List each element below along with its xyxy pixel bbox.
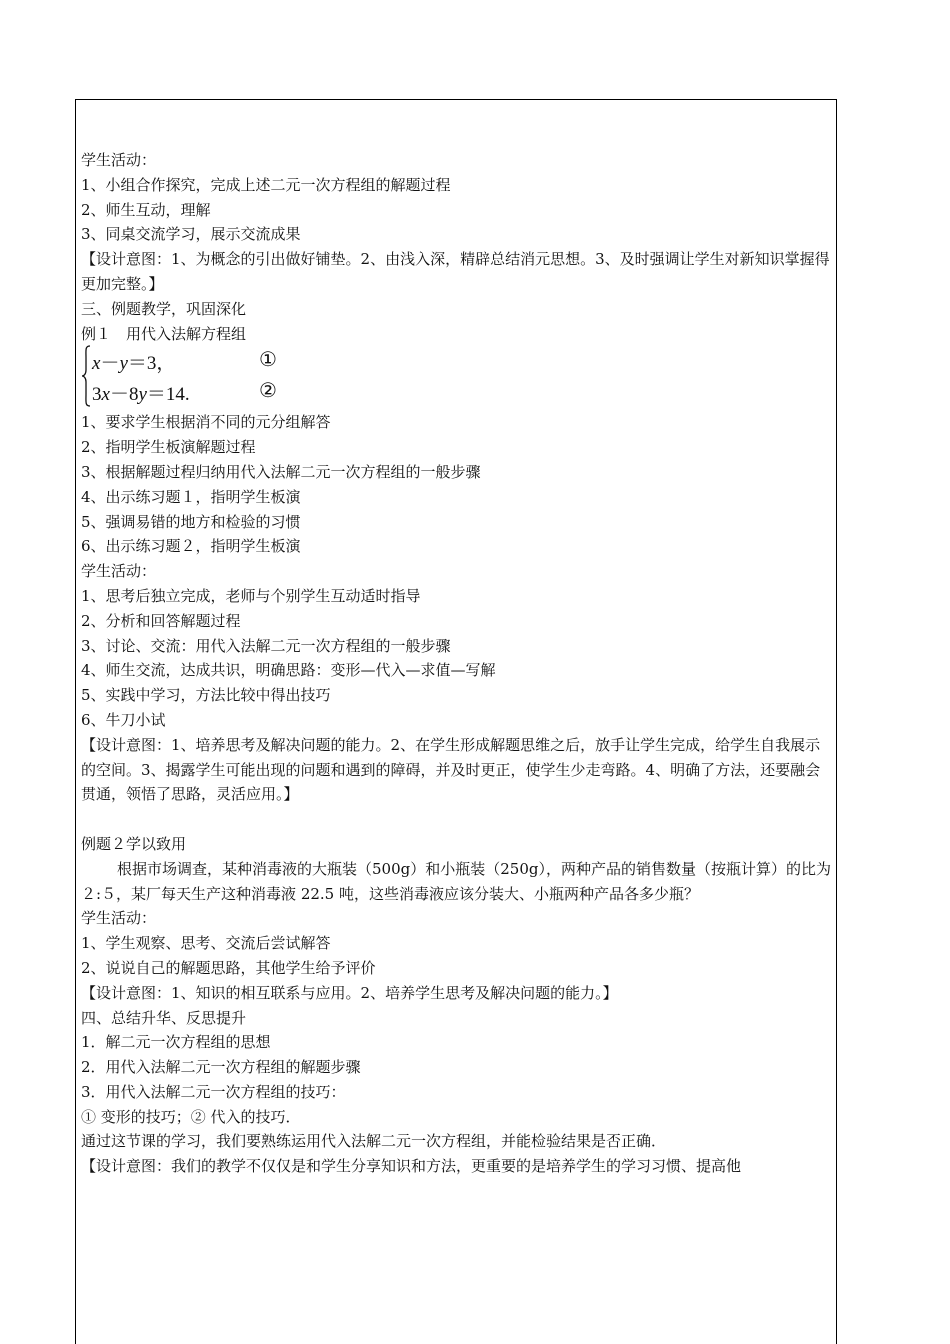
list-item: 6、出示练习题２，指明学生板演 [81,537,301,556]
equation-2: 3x－8y＝14. [92,384,190,406]
equation-system [81,344,831,408]
lesson-table-cell [75,99,837,1344]
list-item: 2、分析和回答解题过程 [81,611,241,630]
equation-marker: ① [259,347,277,372]
list-item: 4、出示练习题１，指明学生板演 [81,487,301,506]
design-intent: 【设计意图：我们的教学不仅仅是和学生分享知识和方法，更重要的是培养学生的学习习惯、提高他 [81,1157,742,1176]
list-item: 1、小组合作探究，完成上述二元一次方程组的解题过程 [81,175,451,194]
list-item: 1、学生观察、思考、交流后尝试解答 [81,934,331,953]
student-activity-heading: 学生活动： [81,151,157,169]
student-activity-heading: 学生活动： [81,562,157,581]
list-item: 6、牛刀小试 [81,710,166,729]
left-brace-icon [81,344,91,408]
design-intent: 【设计意图：1、为概念的引出做好铺垫。2、由浅入深，精辟总结消元思想。3、及时强调让学生对新知识掌握得更加完整。】 [81,250,830,293]
list-item: 3、讨论、交流：用代入法解二元一次方程组的一般步骤 [81,636,451,655]
section-heading: 三、例题教学，巩固深化 [81,299,247,318]
list-item: 2、说说自己的解题思路，其他学生给予评价 [81,958,376,977]
problem-text: 根据市场调查，某种消毒液的大瓶装（500g）和小瓶装（250g），两种产品的销售数量（按瓶计算）的比为２:５，某厂每天生产这种消毒液 22.5 吨，这些消毒液应该分装大、小瓶两种产品各多少瓶？ [81,859,831,903]
example-title: 例题２学以致用 [81,834,187,853]
list-item: 2、师生互动，理解 [81,200,211,219]
list-item: 5、强调易错的地方和检验的习惯 [81,512,301,531]
design-intent: 【设计意图：1、知识的相互联系与应用。2、培养学生思考及解决问题的能力。】 [81,983,618,1002]
list-item: 1．解二元一次方程组的思想 [81,1033,271,1052]
equation-1: x－y＝3， [92,353,176,375]
lesson-content [81,148,831,1179]
list-item: 2．用代入法解二元一次方程组的解题步骤 [81,1058,361,1077]
equation-marker: ② [259,378,277,403]
example-title: 例１ 用代入法解方程组 [81,324,247,343]
list-item: 4、师生交流，达成共识，明确思路：变形—代入—求值—写解 [81,661,496,680]
design-intent: 【设计意图：1、培养思考及解决问题的能力。2、在学生形成解题思维之后，放手让学生完成，给学生自我展示的空间。3、揭露学生可能出现的问题和遇到的障碍，并及时更正，使学生少走弯路。4、明确了方法，还要融会贯通，领悟了思路，灵活应用。】 [81,735,821,804]
list-item: 2、指明学生板演解题过程 [81,438,256,457]
student-activity-heading: 学生活动： [81,909,157,928]
list-item: 3、根据解题过程归纳用代入法解二元一次方程组的一般步骤 [81,462,481,481]
list-item: 3．用代入法解二元一次方程组的技巧： [81,1082,346,1101]
list-item: ① 变形的技巧；② 代入的技巧． [81,1107,301,1126]
list-item: 1、思考后独立完成，老师与个别学生互动适时指导 [81,586,421,605]
list-item: 5、实践中学习，方法比较中得出技巧 [81,686,331,705]
list-item: 3、同桌交流学习，展示交流成果 [81,225,301,244]
closing-text: 通过这节课的学习，我们要熟练运用代入法解二元一次方程组，并能检验结果是否正确． [81,1132,667,1151]
section-heading: 四、总结升华、反思提升 [81,1008,247,1027]
list-item: 1、要求学生根据消不同的元分组解答 [81,413,331,432]
spacer [81,807,831,832]
